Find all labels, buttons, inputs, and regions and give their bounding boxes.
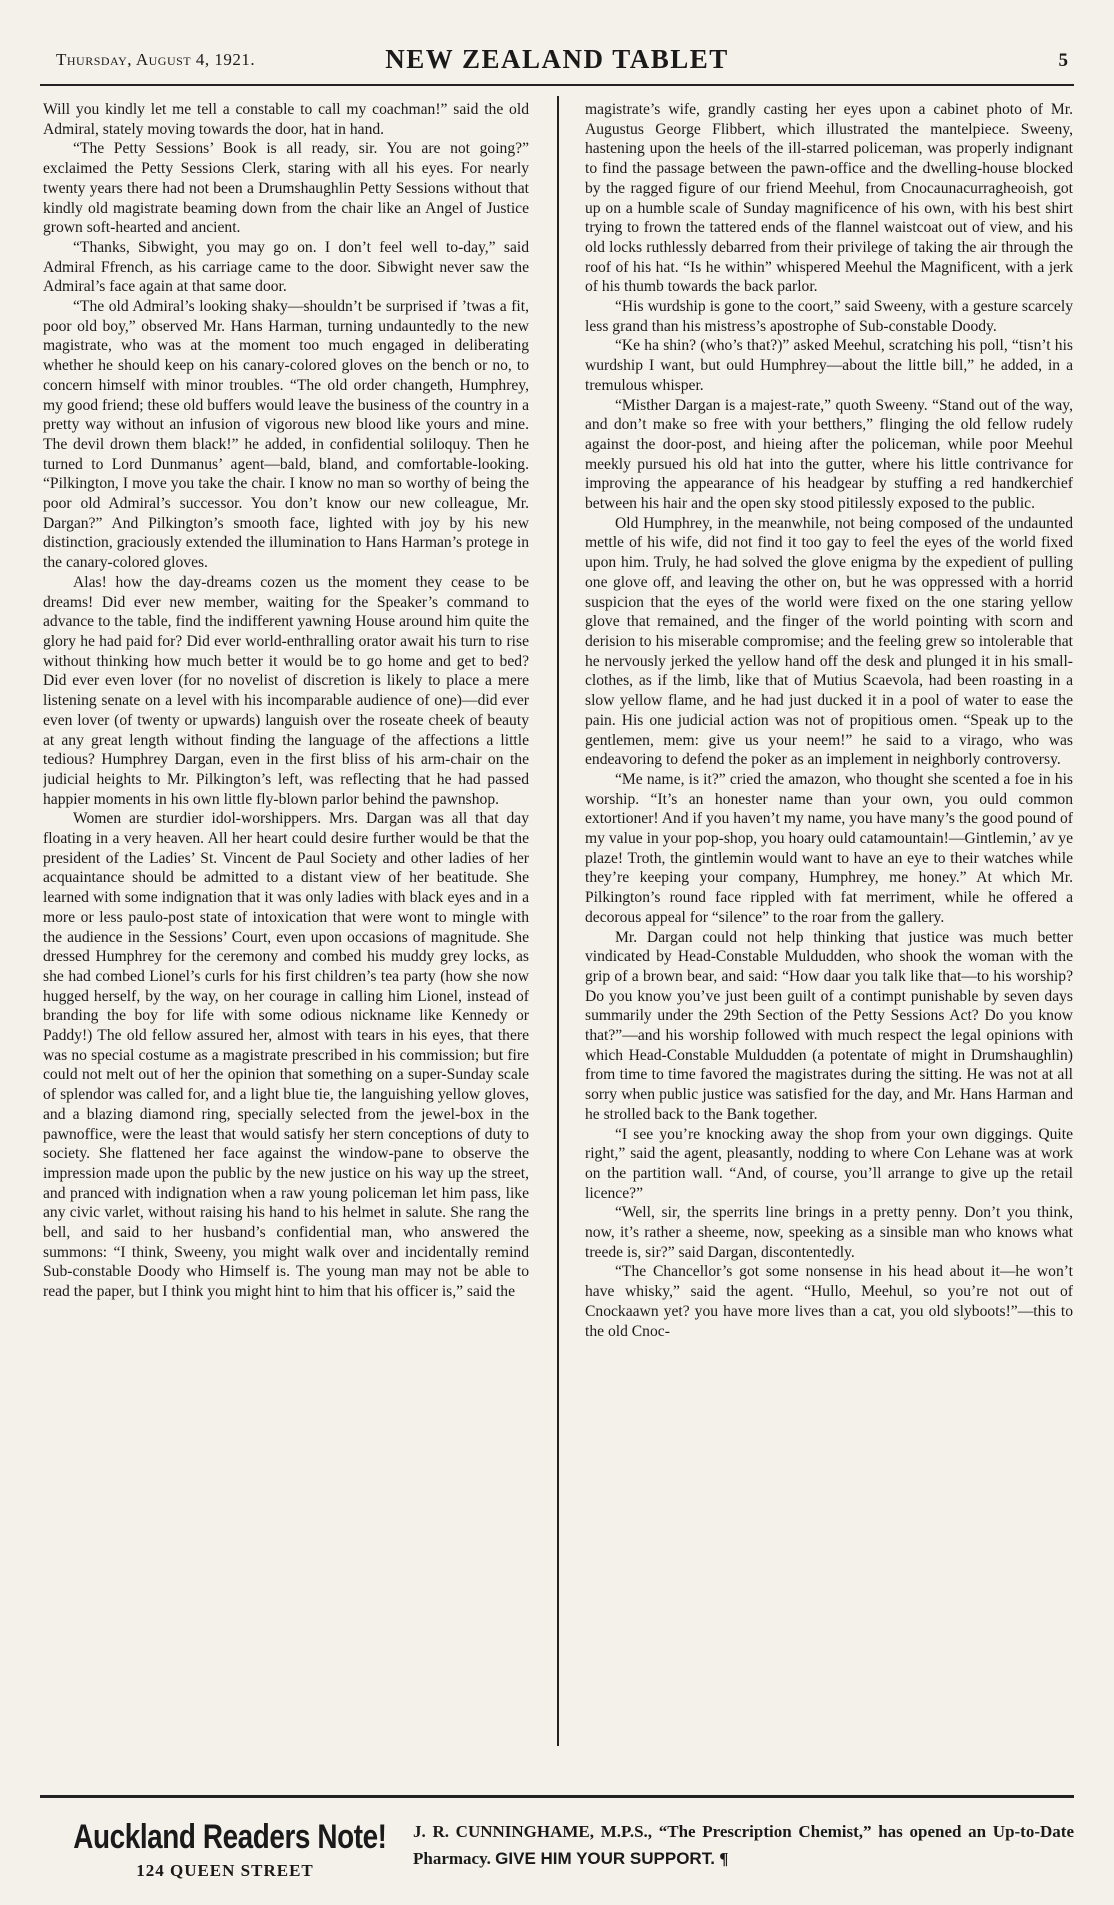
paragraph: Mr. Dargan could not help thinking that justice was much better vindicated by Head-Constable Muldudden, who shook the woman with the grip of a brown bear, and said: “How daar you talk like that—to his worship? Do you know you’ve just been guilt of a contimpt punishable by seven days summarily under the 29th Section of the Petty Sessions Act? Do you know that?”—and his worship followed with much respect the legal opinions with which Head-Constable Muldudden (a potentate of might in Drumshaughlin) from time to time favored the magistrates during the sitting. He was not at all sorry when public justice was satisfied for the day, and Mr. Hans Harman and he strolled back to the Bank together. xyxy=(585,928,1073,1123)
paragraph: “The Petty Sessions’ Book is all ready, sir. You are not going?” exclaimed the Petty Sessions Clerk, staring with all his eyes. For nearly twenty years there had not been a Drumshaughlin Petty Sessions without that kindly old magistrate beaming down from the chair like an Angel of Justice grown soft-hearted and ancient. xyxy=(43,140,529,237)
end-mark-icon: ¶ xyxy=(719,1849,729,1868)
publication-title: NEW ZEALAND TABLET xyxy=(385,44,729,74)
paragraph: “His wurdship is gone to the coort,” said Sweeny, with a gesture scarcely less grand than his mistress’s apostrophe of Sub-constable Doody. xyxy=(585,298,1073,335)
ad-headline: Auckland Readers Note! xyxy=(73,1818,387,1856)
advertisement-banner xyxy=(40,1818,410,1881)
ad-text-part2: GIVE HIM YOUR SUPPORT. xyxy=(495,1849,715,1868)
ad-text-part1: J. R. CUNNINGHAME, M.P.S., “The Prescription Chemist,” has opened an Up-to-Date Pharmacy. xyxy=(413,1822,1074,1868)
page-header xyxy=(40,44,1074,86)
paragraph: Will you kindly let me tell a constable to call my coachman!” said the old Admiral, stately moving towards the door, hat in hand. xyxy=(43,101,529,138)
paragraph: “The Chancellor’s got some nonsense in his head about it—he won’t have whisky,” said the agent. “Hullo, Meehul, so you’re not out of Cnockaawn yet? you have more lives than a cat, you old slyboots!”—this to the old Cnoc- xyxy=(585,1263,1073,1340)
paragraph: magistrate’s wife, grandly casting her eyes upon a cabinet photo of Mr. Augustus George Flibbert, which illustrated the mantelpiece. Sweeny, hastening upon the heels of the ill-starred policeman, was properly indignant to find the passage between the pawn-office and the dwelling-house blocked by the ragged figure of our friend Meehul, from Cnocaunacurragheoish, got up on a humble scale of Sunday magnificence of his own, with his best shirt trying to frown the tattered ends of the flannel waistcoat out of view, and his old locks ruthlessly debarred from their privilege of taking the air through the roof of his hat. “Is he within” whispered Meehul the Magnificent, with a jerk of his thumb towards the back parlor. xyxy=(585,101,1073,296)
paragraph: Alas! how the day-dreams cozen us the moment they cease to be dreams! Did ever new member, waiting for the Speaker’s command to advance to the table, find the indifferent yawning House around him quite the glory he had paid for? Did ever world-enthralling orator await his turn to rise without thinking how much better it would be to go home and get to bed? Did ever even lover (for no novelist of discretion is likely to place a mere listening senate on a level with his incomparable audience of one)—did ever even lover (of twenty or upwards) languish over the roseate cheek of beauty at any great length without finding the language of the affections a little tedious? Humphrey Dargan, even in the first bliss of his arm-chair on the judicial heights to Mr. Pilkington’s left, was reflecting that he had passed happier moments in his own little fly-blown parlor behind the pawnshop. xyxy=(43,573,529,808)
ad-address: 124 QUEEN STREET xyxy=(136,1861,314,1880)
paragraph: “I see you’re knocking away the shop from your own diggings. Quite right,” said the agent, pleasantly, nodding to where Con Lehane was at work on the partition wall. “And, of course, you’ll arrange to give up the retail licence?” xyxy=(585,1125,1073,1202)
left-column xyxy=(43,100,529,1740)
footer-divider xyxy=(40,1795,1074,1798)
right-column xyxy=(585,100,1073,1740)
advertisement-text xyxy=(413,1818,1074,1872)
paragraph: “Thanks, Sibwight, you may go on. I don’t feel well to-day,” said Admiral Ffrench, as his carriage came to the door. Sibwight never saw the Admiral’s face again at that same door. xyxy=(43,238,529,296)
paragraph: “The old Admiral’s looking shaky—shouldn’t be surprised if ’twas a fit, poor old boy,” observed Mr. Hans Harman, turning undauntedly to the new magistrate, who was at the moment too much engaged in deliberating whether he should keep on his canary-colored gloves on the bench or no, to concern himself with minor troubles. “The old order changeth, Humphrey, my good friend; these old buffers would leave the business of the country in a pretty way without an infusion of vigorous new blood like yours and mine. The devil drown them black!” he added, in confidential soliloquy. Then he turned to Lord Dunmanus’ agent—bald, bland, and comfortable-looking. “Pilkington, I move you take the chair. I know no man so worthy of being the poor old Admiral’s successor. You don’t know our new colleague, Mr. Dargan?” And Pilkington’s smooth face, lighted with joy by his new distinction, graciously extended the illumination to Hans Harman’s protege in the canary-colored gloves. xyxy=(43,298,529,572)
issue-date: Thursday, August 4, 1921. xyxy=(56,50,256,69)
column-divider xyxy=(557,96,559,1746)
paragraph: “Ke ha shin? (who’s that?)” asked Meehul, scratching his poll, “tisn’t his wurdship I want, but ould Humphrey—about the little bill,” he added, in a tremulous whisper. xyxy=(585,337,1073,394)
paragraph: Women are sturdier idol-worshippers. Mrs. Dargan was all that day floating in a very heaven. All her heart could desire further would be that the president of the Ladies’ St. Vincent de Paul Society and other ladies of her acquaintance should be admitted to a distant view of her beatitude. She learned with some indignation that it was only ladies with black eyes and in a more or less paulo-post state of intoxication that were wont to mingle with the audience in the Sessions’ Court, even upon occasions of magnitude. She dressed Humphrey for the ceremony and combed his muddy grey locks, as she had combed Lionel’s curls for his first children’s tea party (how she now hugged herself, by the way, on her courage in calling him Lionel, instead of branding the boy for life with some odious nickname like Kennedy or Paddy!) The old fellow assured her, almost with tears in his eyes, that there was no special costume as a magistrate prescribed in his commission; but fire could not melt out of her the opinion that something on a super-Sunday scale of splendor was called for, and a light blue tie, the languishing yellow gloves, and a blazing diamond ring, specially selected from the jewel-box in the pawnoffice, were the least that would satisfy her stern conceptions of duty to society. She flattened her face against the window-pane to observe the impression made upon the public by the new justice on his way up the street, and pranced with indignation when a raw young policeman let him pass, like any civic varlet, without raising his hand to his helmet in salute. She rang the bell, and said to her husband’s confidential man, who answered the summons: “I think, Sweeny, you might walk over and incidentally remind Sub-constable Doody who Himself is. The young man may not be able to read the paper, but I think you might hint to him that his officer is,” said the xyxy=(43,810,529,1301)
paragraph: “Me name, is it?” cried the amazon, who thought she scented a foe in his worship. “It’s an honester name than your own, you ould common extortioner! And if you haven’t my name, you have many’s the good pound of my value in your pop-shop, you hoary ould catamountain!—Gintlemin,’ av ye plaze! Troth, the gintlemin would want to have an eye to their watches while they’re keeping your company, Humphrey, me honey.” At which Mr. Pilkington’s round face rippled with fat merriment, while he offered a decorous appeal for “silence” to the roar from the gallery. xyxy=(585,770,1073,926)
page-number: 5 xyxy=(1058,50,1068,71)
paragraph: “Misther Dargan is a majest-rate,” quoth Sweeny. “Stand out of the way, and don’t make so free with your betthers,” flinging the old fellow rudely against the door-post, and hieing after the policeman, while poor Meehul meekly pursued his old hat into the gutter, where his little contrivance for improving the appearance of his headgear by stuffing a red handkerchief between his hair and the open sky stood pitilessly exposed to the public. xyxy=(585,396,1073,513)
paragraph: “Well, sir, the sperrits line brings in a pretty penny. Don’t you think, now, it’s rather a sheeme, now, speeking as a sinsible man who knows what treede is, sir?” said Dargan, discontentedly. xyxy=(585,1204,1073,1261)
paragraph: Old Humphrey, in the meanwhile, not being composed of the undaunted mettle of his wife, did not find it too gay to feel the eyes of the world fixed upon him. Truly, he had solved the glove enigma by the expedient of pulling one glove off, and leaving the other on, but he was oppressed with a horrid suspicion that the eyes of the world were fixed on the one staring yellow glove that remained, and the finger of the world pointing with scorn and derision to his miserable compromise; and the feeling grew so intolerable that he nervously jerked the yellow hand off the desk and plunged it in his small-clothes, as if the limb, like that of Mutius Scaevola, had been roasting in a slow yellow flame, and he had just ducked it in a pool of water to ease the pain. His one judicial action was not of propitious omen. “Speak up to the gentlemen, mem: give us your neem!” he said to a virago, who was endeavoring to defend the poker as an implement in neighborly controversy. xyxy=(585,514,1073,769)
